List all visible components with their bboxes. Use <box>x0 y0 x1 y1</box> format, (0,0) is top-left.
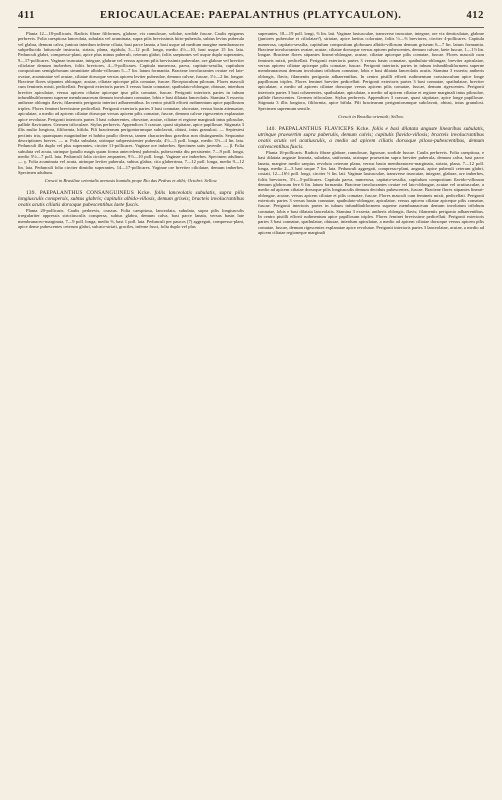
description-paragraph: superantes, 18—19 poll. longi, ⅔ lin. lati. Vaginae laxiusculae, transverse truncatae, integrae, ore vix denticulatae, glabrae (juniores puberulae et ciliolatae?), striatae, apice laetius coloratae, foliis ½—⅔ breviores, circiter 4-pollicares. Capitula numerosa, capitato-sessilia, capitulum compositum globosum albido-villosum demum griseum 6—7 lin. latum formantia. Bracteae involucrantes ovatae, acutae, ciliatae dorsoque versus apicem pubescentes, demum calvae, laete fuscae, 1—1½ lin. longae. Bracteae flores stipantes lineari-oblongae, acutae, ciliatae apiceque pilis comatae, fuscae. Flores masculi cum femineis mixti, pedicellati. Perigonii exterioris partes 3 versus basin connatae, spathulato-oblongae, breviter apiculatae, versus apicem ciliatae apiceque pilis comatae, fuscae. Perigonii interioris partes in tubum infundibuliformem superne membranaceum demum involutum trilobum connatae, lobis e basi dilatata lanceolatis acutis. Stamina 3 exserta; antheris oblongis, flavis; filamentis perigonio adhaerentibus. In centro pistilli effoeti rudimentum crassiusculum apice longe papillosum triplex. Flores feminei breviter pedicellati. Perigonii exterioris partes 3 basi connatae, spathulatae, breviter apiculatae, a medio ad apicem ciliatae dorsoque versus apicem pilis comatae, fuscae, demum rigescentes. Perigonii interioris partes 3 basi cohaerentes, spathulatae, apiculatae, a medio ad apicem ciliatae et regione marginali intus pilosulae, pallide flavescentes. Germen triloculare. Stylus perbrevis. Appendices 3 crassae, quasi stipitatae, apice longe papillosae. Stigmata 3 illis longiora, filiformia, apice bifida. Pili bractearum perigoniorumque subclavati, obtusi, intus granulosi. Specimen supremum sensile. <box>258 31 484 111</box>
text-columns <box>18 31 484 783</box>
locality-note: Crescit in Brasilia orientali; Sellow. <box>338 114 404 120</box>
description-paragraph: Planta 20-pollicaris. Caulis perbrevis, crassus. Folia caespitosa, lanceolata, subulata, supra pilis longiusculis irregulariter appressis strictiusculis conspersa, subtus glabra, demum calva, basi parce lanata, versus basin late membranaceo-marginata, 7—9 poll. longa, medio ⅔, basi 1 poll. lata. Pedunculi per paucos (7) aggregati, compresso-plani, apice dense pubescentes ceterum glabri, sulcato-striati, graciles, inferne fusci, folia duplo vel plus <box>18 207 244 229</box>
running-header <box>18 10 484 26</box>
species-heading: 140. PAEPALANTHUS FLAVICEPS Kcke. <box>266 125 370 132</box>
species-diagnosis: foliis e basi dilatata anguste linearibus subulatis, utrinque praesertim supra puberulis, demum calvis; capitulis flavido-villosis; bracteis involucrantibus ovatis acutis vel acutiusculis, a medio ad apicem ciliatis dorsoque piloso-pubescentibus, demum calvescentibus fuscis. <box>258 125 484 150</box>
description-paragraph: Planta 12—18-pollicaris. Radicis fibrae filiformes, glabrae, vix ramulosae, solidae, sordide fuscae. Caulis epigaeus perbrevis. Folia caespitosa lanceolata, subulata vel acuminata, supra pilis brevissimis hirto-puberula, subtus levius puberula vel glabra, demum calva, juniora interdum inferne ciliata, basi parce lanata, a basi usque ad medium margine membranaceo subpellucido latiuscule instructa, striata, plana, rigidula, 5—12 poll. longa, medio 4½—10, basi usque 15 lin. lata. Pedunculi glabri, compresso-plani, apice plus minus puberuli, ceterum glabri, foliis saepiuntes vel usque duplo superantes, 9—17-pollicares. Vaginae truncatae, integrae, glabrae vel versus apicem pilis brevissimis puberulae, ore glabrae vel breviter ciliolatae demum inoberbes, foliis breviores, 4—9-pollicares. Capitula numerosa, parva, capitato-sessilia, capitulum compositum semiglobosum simmitiate albido-villosum 5—7 lin. latum formantia. Bracteae involucrantes ovatae vel late-ovatae, acuminatae vel acutae, ciliatae dorsoque versus apicem leviter puberulae, demum calvae, fuscae, 1½—2 lin. longae. Bracteae flores stipantes oblongae, acutae, ciliatae apiceque pilis comatae, fuscae. Receptaculum pilosum. Flores masculi cum femineis mixti, pedicellati. Perigonii exterioris partes 3 versus basin connatae, spathulato-oblongae, obtusae, interdum breviter apiculatae, versus apicem ciliatae apiceque ipso pilis comatae, fuscae. Perigonii interioris partes in tubum infundibuliformem superne membranaceum demum involutum connatae, lobis e basi dilatata lanceolatis. Stamina 3 exserta; antherae oblongis flavis; filamentis perigonio interiori adhaerentibus. In centro pistilli effoeti rudimentum apice papillosum triplex. Flores feminei brevissime pedicellati. Perigonii exterioris partes 3 basi connatae, obovatae, versus basin attenuatae, apiculatae, a medio ad apicem ciliatae dorsoque versus apicem pilis comatae, fuscae, demum calvae rigescentes explanatae apice revolutae. Perigonii interioris partes 3 basi cohaerentes, obovatae, acutae, ciliatae et regione marginali intus pilosulae, pallide flavicantes. Germen triloculare. Stylus perbrevis. Appendices 3 crassae, quasi stipitatae, apice papillosae. Stigmata 3 illis multo longiora, filiformia, bifida. Pili bractearum perigoniorumque subclavati, obtusi, intus granulosi. — Sepiestesi pectinis tria, quamquam magnitudine et habitu paullo diversa, tamen characteribus gravibus non distinguenda. Sequuntur descriptiones breves. — α. Folia subulata, utrinque subpersistenter puberula, 4½—5 poll. longa, medio 3½—4 lin. lata. Pedunculi illa duplo vel plus superantes, circiter 11-pollicares. Vaginae ore imberbes. Specimen satis juvenile. — β. Folia subulata vel acuta, utrinque (paullo magis quam forma antecedens) puberula, pubescentia diu persistente, 7—9 poll. longa, medio 5½—7 poll. lata. Pedunculi folia circiter aequantes, 9½—10 poll. longi. Vaginae ore imberbes. Specimen adultum. — γ. Folia acuminata vel acuta, utrinque leviter puberula, subtus glabra, cito glaberrima, 7—12 poll. longa, medio 9—12 lin. lata. Pedunculi folia circiter dimidio superantes, 14—17-pollicares. Vaginae ore breviter ciliolatae, demum imberbes. Specimen adultum. <box>18 31 244 175</box>
page-number-right: 412 <box>466 10 484 21</box>
right-column <box>258 31 484 783</box>
species-entry-139 <box>18 190 244 208</box>
header-rule <box>18 27 484 28</box>
page-number-left: 411 <box>18 10 35 21</box>
species-heading: 139. PAEPALANTHUS CONSANGUINEUS Kcke. <box>26 189 152 196</box>
species-entry-140 <box>258 126 484 150</box>
description-paragraph: Planta 16-pollicaris. Radicis fibrae glabrae, ramulosae, lignosae, sordide fuscae. Caulis perbrevis. Folia caespitosa, e basi dilatata anguste linearia, subulata, uniformia, utrinque praesertim supra breviter puberula, demum calva, basi parce lanata, margine medio saepius revoluta ceterum plana, versus basin membranaceo-marginata, striata, plana, 7—12 poll. longa, medio 2—3 basi usque 7 lin. lata. Pedunculi aggregati, compresso-plani, angusti, apice puberuli ceterum glabri, costati, 12—16½ poll. longi, circiter ½ lin. lati. Vaginae laxiusculae, transverse truncatae, integrae, glabrae, ore imberbes, foliis breviores, 3½—5-pollicares. Capitula parva, numerosa, capitato-sessilia, capitulum compositum flavido-villosum demum globosum fere 6 lin. latum formantia. Bracteae involucrantes ovatae vel lato-oblongae, acutae vel acutiusculae, a medio ad apicem ciliatae dorsoque pilis longiusculis demum deciduis pubescentes, fuscae. Bracteae flores stipantes lineari-oblongae, acutae, versus apicem ciliatae et pilis comatae, fuscae. Flores masculi cum femineis mixti, pedicellati. Perigonii exterioris partes 3 versus basin connatae, spathulato-oblongae, apiculatae, versus apicem ciliatae apiceque pilis comatae, fuscae. Perigonii interioris partes in tubum infundibuliformem superne membranaceum demum involutum trilobum connatae, lobis e basi dilatata lanceolatis. Stamina 3 exserta; antheris oblongis, flavis; filamentis perigonio adhaerentibus. In centro pistilli effoeti rudimentum apice papillosum triplex. Flores feminei brevissime pedicellati. Perigonii exterioris partes 3 basi connatae, spathulatae, obtusae, interdum apiculatae, a medio ad apicem ciliatae dorsoque versus apicem pilis comatae, fuscae, demum rigescentes explanatae apice revolutae. Perigonii interioris partes 3 lanceolatae, acutae, a medio ad apicem ciliatae regioneque marginali <box>258 149 484 236</box>
left-column <box>18 31 244 783</box>
locality-note: Crescit in Brasiliae orientalis arenosis humidis prope Rio das Pedras et alibi; Octobri: Sellow. <box>44 178 218 184</box>
running-title: ERIOCAULACEAE: PAEPALANTHUS (PLATYCAULON). <box>100 10 402 21</box>
species-diagnosis: foliis lanceolatis subulatis, supra pilis longiusculis conspersis, subtus glabris; capitulis albido-villosis, demum griseis; bracteis involucrantibus ovatis acutis ciliatis dorsoque pubescentibus laete fuscis. <box>18 189 244 208</box>
